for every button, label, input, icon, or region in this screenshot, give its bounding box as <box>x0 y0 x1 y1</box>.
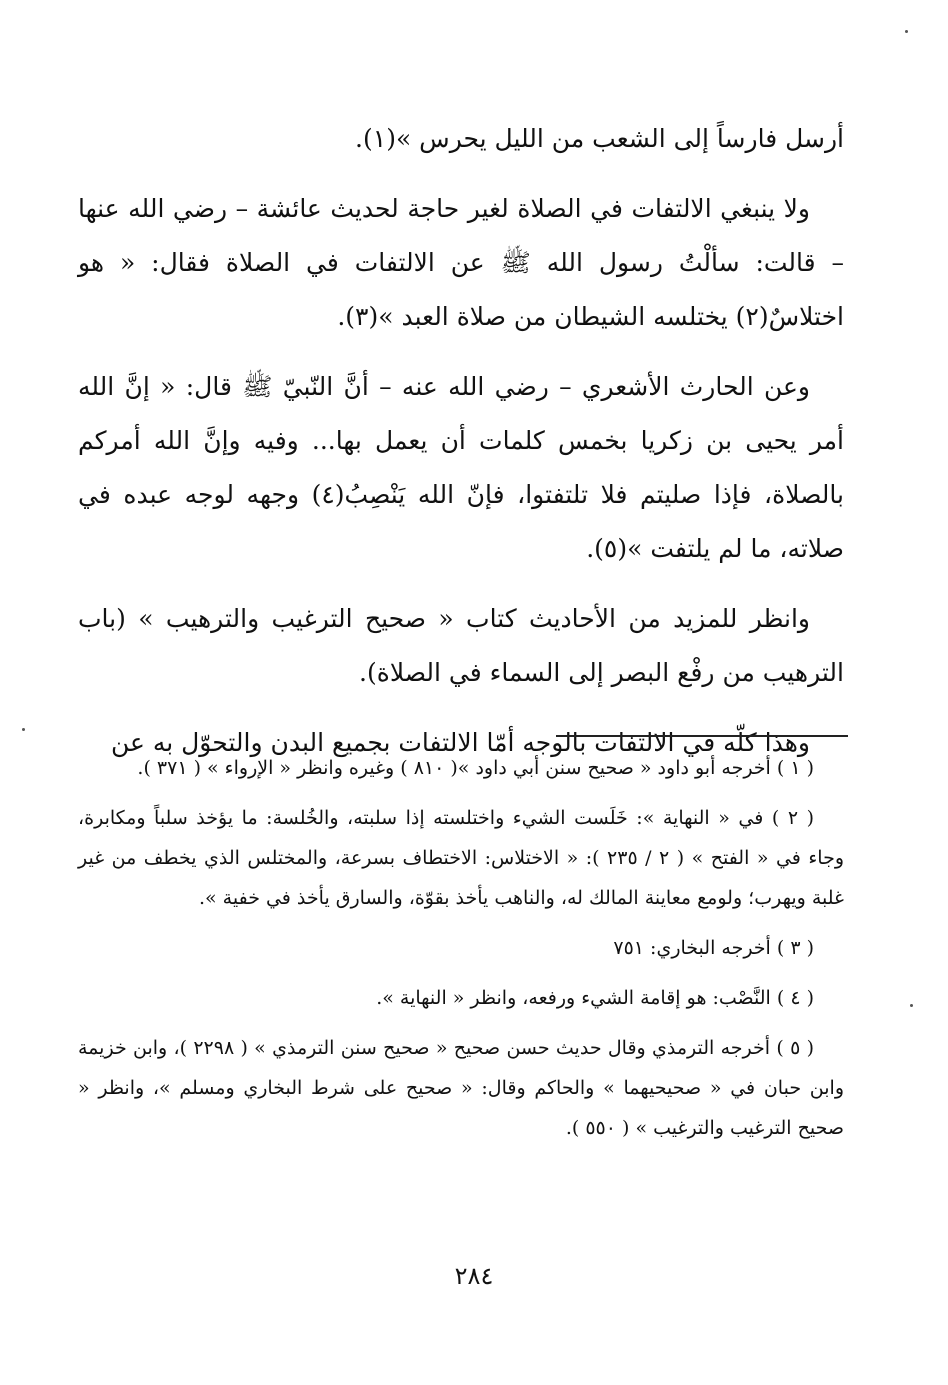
footnote-separator <box>556 735 848 737</box>
footnote-3: ( ٣ ) أخرجه البخاري: ٧٥١ <box>613 937 814 959</box>
footnotes <box>78 748 844 1158</box>
paragraph-turning-body: وهذا كلّه في الالتفات بالوجه أمّا الالتفات بجميع البدن والتحوّل به عن <box>110 728 810 757</box>
paragraph-aisha-hadith: ولا ينبغي الالتفات في الصلاة لغير حاجة لحديث عائشة – رضي الله عنها – قالت: سألْتُ رسول الله ﷺ عن الالتفات في الصلاة فقال: « هو اختلاسٌ(٢) يختلسه الشيطان من صلاة العبد »(٣). <box>78 194 844 331</box>
paragraph-continuation: أرسل فارساً إلى الشعب من الليل يحرس »(١). <box>355 124 844 153</box>
footnote-2: ( ٢ ) في « النهاية »: خَلَست الشيء واختلسته إذا سلبته، والخُلسة: ما يؤخذ سلباً ومكابرة، وجاء في « الفتح » ( ٢ / ٢٣٥ ): « الاختلاس: الاختطاف بسرعة، والمختلس الذي يخطف من غير غلبة ويهرب؛ ولومع معاينة المالك له، والناهب يأخذ بقوّة، والسارق يأخذ في خفية ». <box>78 807 844 909</box>
paragraph-harith-hadith: وعن الحارث الأشعري – رضي الله عنه – أنَّ النّبيّ ﷺ قال: « إنَّ الله أمر يحيى بن زكريا بخمس كلمات أن يعمل بها... وفيه وإنَّ الله أمركم بالصلاة، فإذا صليتم فلا تلتفتوا، فإنّ الله يَنْصِبُ(٤) وجهه لوجه عبده في صلاته، ما لم يلتفت »(٥). <box>78 372 844 563</box>
footnote-1: ( ١ ) أخرجه أبو داود « صحيح سنن أبي داود »( ٨١٠ ) وغيره وانظر « الإرواء » ( ٣٧١ ). <box>137 757 814 779</box>
paragraph-further-reading: وانظر للمزيد من الأحاديث كتاب « صحيح الترغيب والترهيب » (باب الترهيب من رفْع البصر إلى السماء في الصلاة). <box>78 604 844 687</box>
page-number: ٢٨٤ <box>454 1262 494 1290</box>
main-text <box>78 112 844 786</box>
scan-speck <box>22 728 25 731</box>
footnote-5: ( ٥ ) أخرجه الترمذي وقال حديث حسن صحيح « صحيح سنن الترمذي » ( ٢٢٩٨ )، وابن خزيمة وابن حبان في « صحيحيهما » والحاكم وقال: « صحيح على شرط البخاري ومسلم »، وانظر « صحيح الترغيب والترغيب » ( ٥٥٠ ). <box>78 1037 844 1139</box>
scan-speck <box>905 30 908 33</box>
footnote-4: ( ٤ ) النَّصْب: هو إقامة الشيء ورفعه، وانظر « النهاية ». <box>376 987 814 1009</box>
scan-speck <box>910 1004 913 1007</box>
